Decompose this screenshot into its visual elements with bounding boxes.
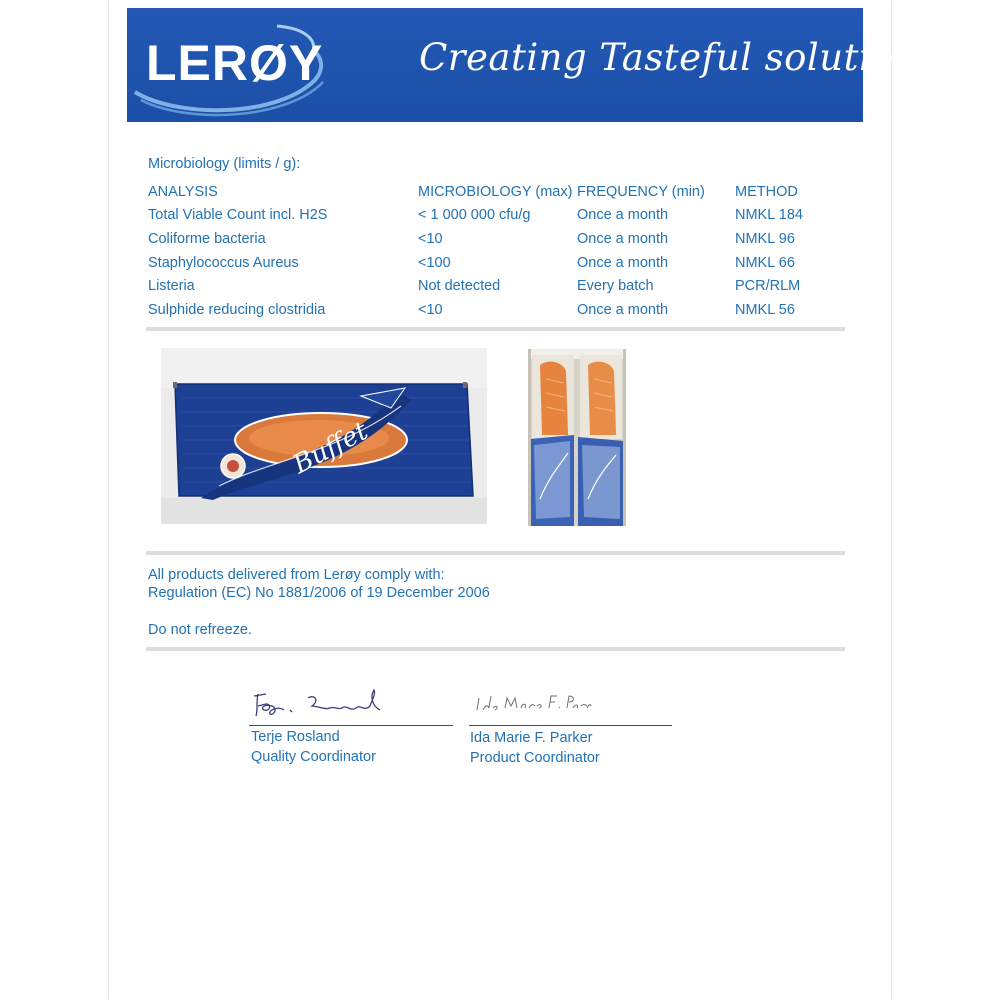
signatory-title: Quality Coordinator <box>251 749 376 765</box>
product-fillets-photo <box>528 349 626 526</box>
header-banner <box>127 8 938 122</box>
package-brand-text: Buffet <box>288 416 374 481</box>
frequency-cell: Once a month <box>577 231 669 247</box>
compliance-regulation: Regulation (EC) No 1881/2006 of 19 December 2006 <box>148 585 490 601</box>
column-header-microbiology: MICROBIOLOGY (max) <box>418 184 573 200</box>
method-cell: NMKL 184 <box>735 207 803 223</box>
section-divider <box>146 327 845 331</box>
signatory-title: Product Coordinator <box>470 750 600 766</box>
section-divider <box>146 647 845 651</box>
signatory-name: Terje Rosland <box>251 729 340 745</box>
package-illustration <box>161 348 487 524</box>
analysis-cell: Staphylococcus Aureus <box>148 255 299 271</box>
method-cell: NMKL 66 <box>735 255 795 271</box>
limit-cell: <100 <box>418 255 451 271</box>
column-header-frequency: FREQUENCY (min) <box>577 184 705 200</box>
column-header-method: METHOD <box>735 184 798 200</box>
limit-cell: <10 <box>418 302 443 318</box>
column-header-analysis: ANALYSIS <box>148 184 218 200</box>
signature-line <box>469 725 672 726</box>
analysis-cell: Coliforme bacteria <box>148 231 266 247</box>
fillets-illustration <box>528 349 626 526</box>
storage-note: Do not refreeze. <box>148 622 252 638</box>
limit-cell: <10 <box>418 231 443 247</box>
limit-cell: < 1 000 000 cfu/g <box>418 207 531 223</box>
frequency-cell: Once a month <box>577 207 669 223</box>
frequency-cell: Once a month <box>577 302 669 318</box>
product-package-photo <box>161 348 487 524</box>
section-divider <box>146 551 845 555</box>
method-cell: NMKL 96 <box>735 231 795 247</box>
frequency-cell: Once a month <box>577 255 669 271</box>
limit-cell: Not detected <box>418 278 501 294</box>
logo-text: LERØY <box>146 35 324 91</box>
signatory-name: Ida Marie F. Parker <box>470 730 593 746</box>
analysis-cell: Total Viable Count incl. H2S <box>148 207 328 223</box>
handwritten-signature <box>250 686 400 726</box>
slogan: Creating Tasteful solutions <box>419 36 938 79</box>
signature-line <box>249 725 453 726</box>
compliance-intro: All products delivered from Lerøy comply with: <box>148 567 445 583</box>
analysis-cell: Sulphide reducing clostridia <box>148 302 326 318</box>
handwritten-signature <box>473 692 593 716</box>
method-cell: PCR/RLM <box>735 278 801 294</box>
analysis-cell: Listeria <box>148 278 195 294</box>
method-cell: NMKL 56 <box>735 302 795 318</box>
microbiology-heading: Microbiology (limits / g): <box>148 156 301 172</box>
leroy-logo <box>127 8 347 122</box>
frequency-cell: Every batch <box>577 278 654 294</box>
